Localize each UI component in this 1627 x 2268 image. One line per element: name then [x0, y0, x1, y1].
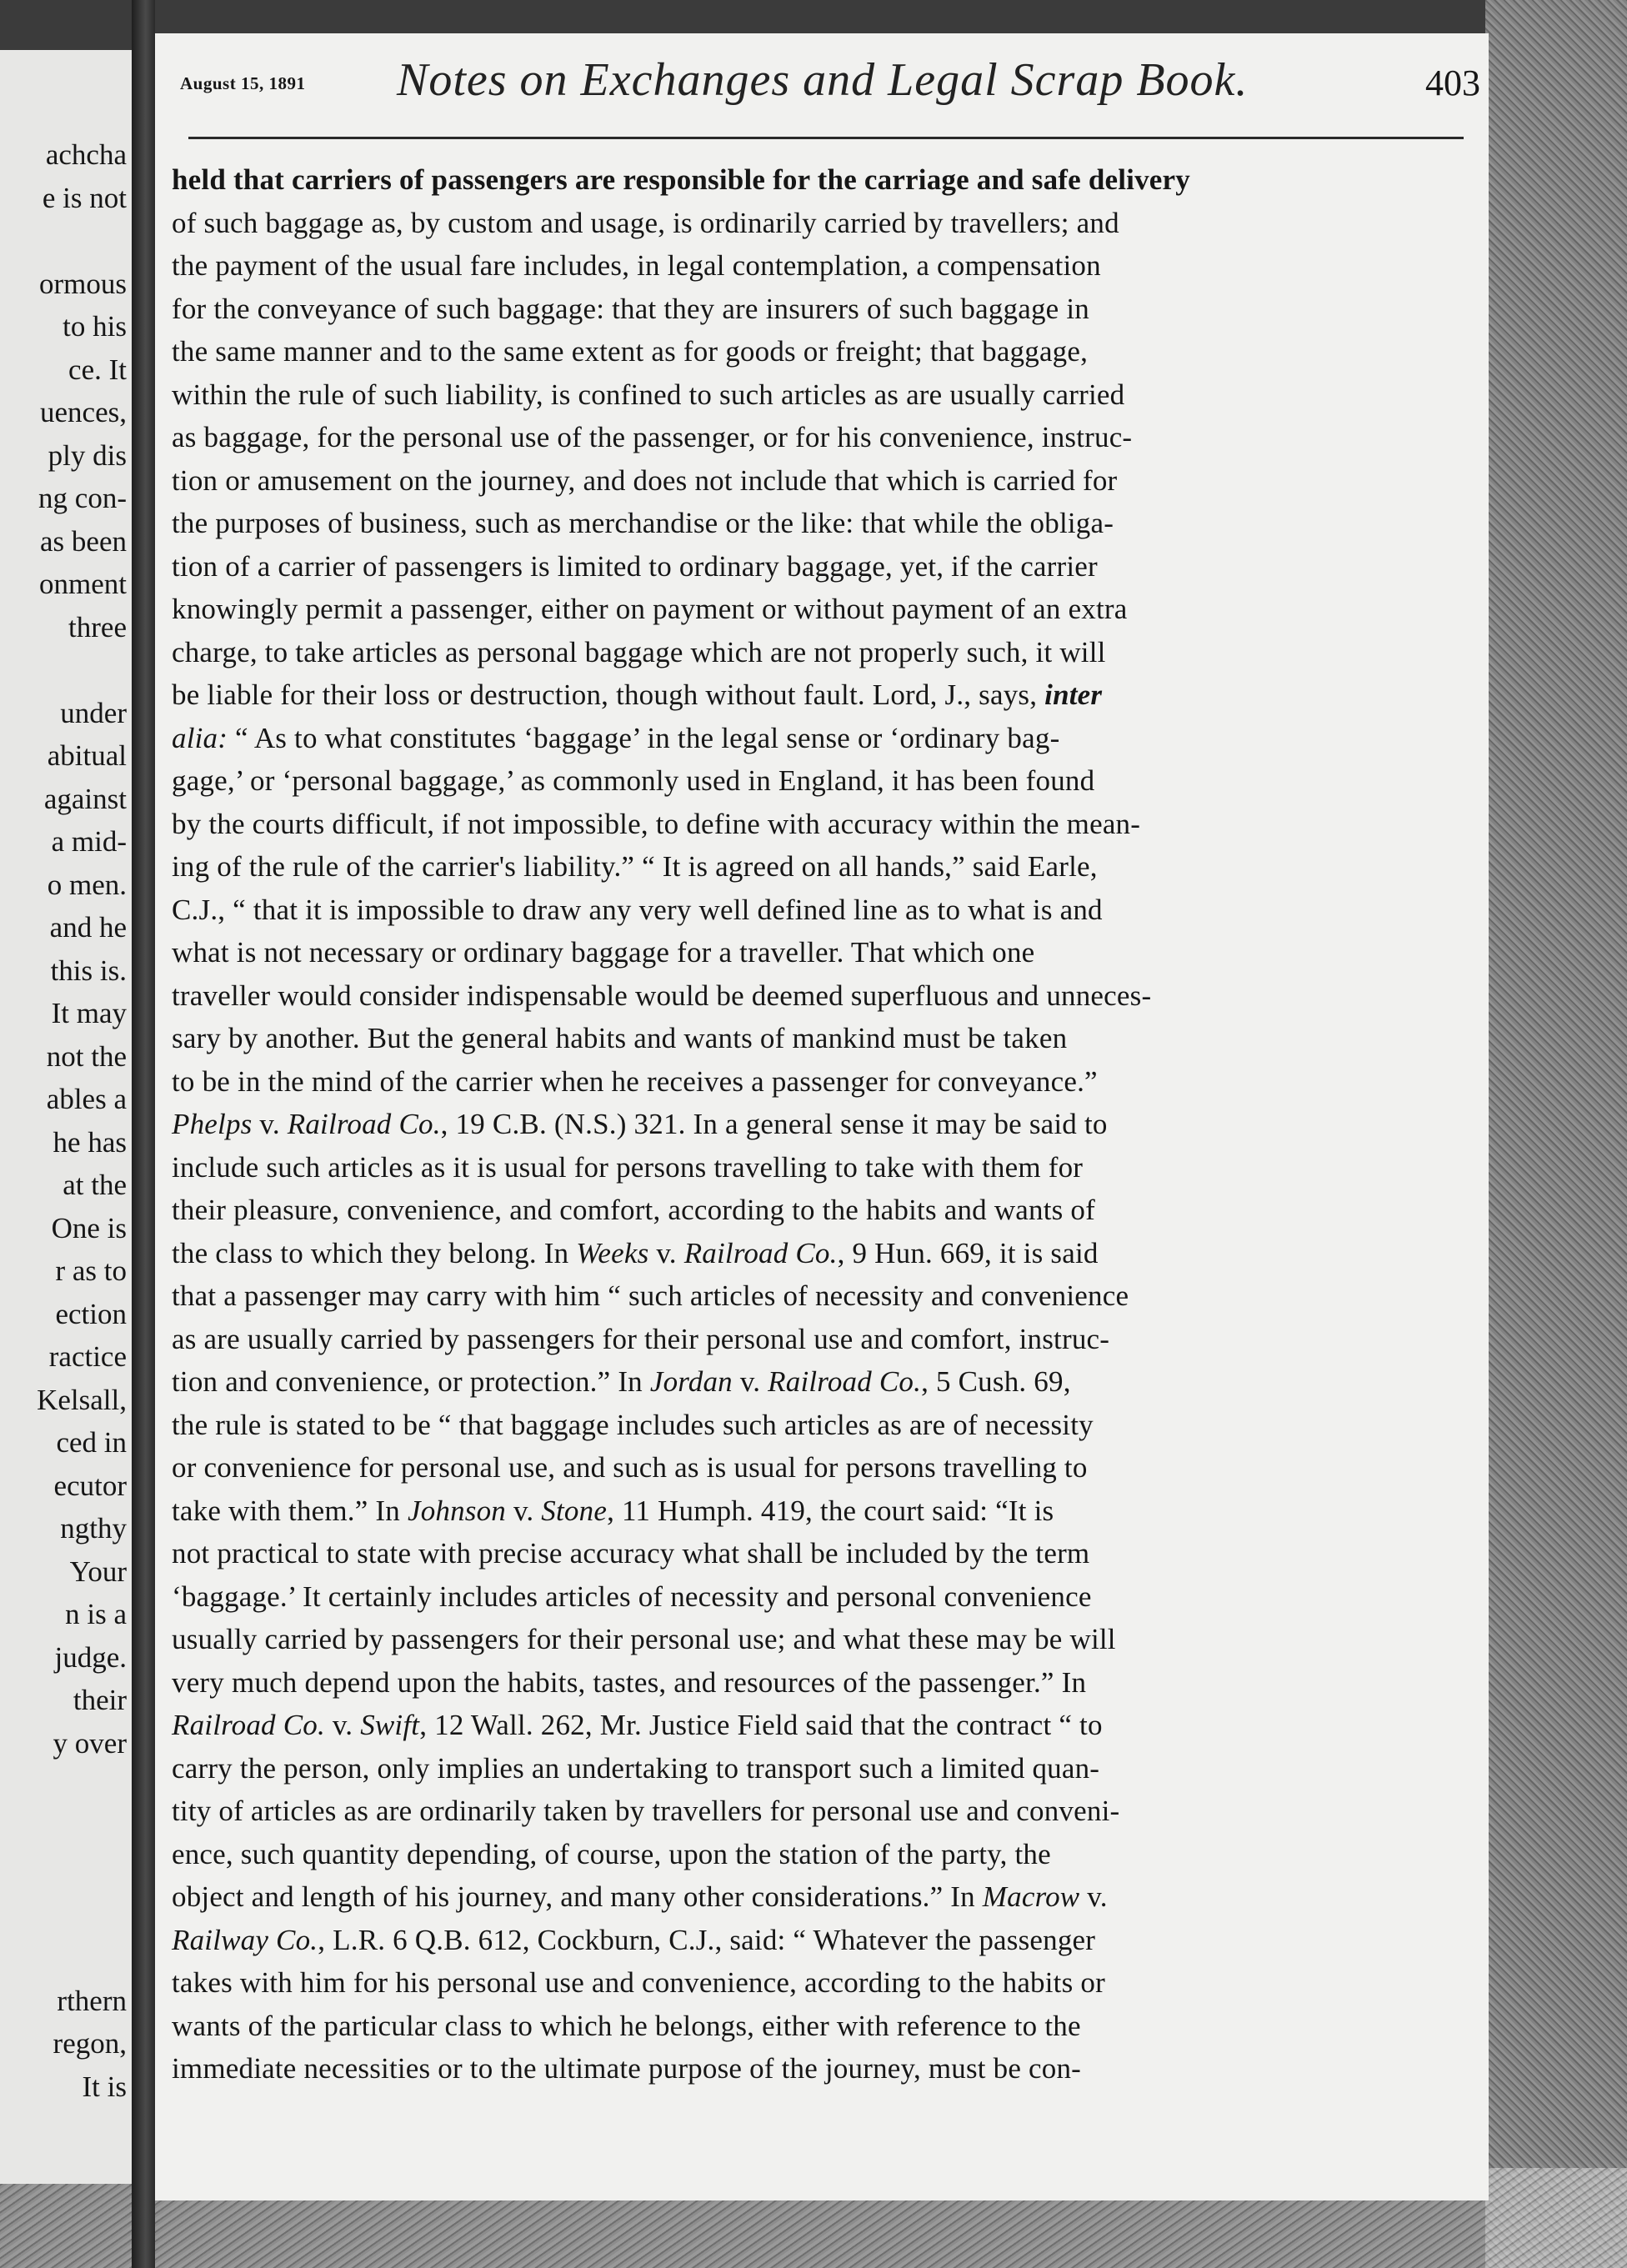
text-line	[172, 1446, 1470, 1489]
text-segment: for the conveyance of such baggage: that they are insurers of such baggage in	[172, 292, 1089, 325]
text-segment: ence, such quantity depending, of course, upon the station of the party, the	[172, 1837, 1051, 1870]
text-segment: charge, to take articles as personal baggage which are not properly such, it will	[172, 635, 1106, 668]
left-page-fragment: regon,	[53, 2027, 127, 2060]
text-line	[172, 1318, 1470, 1361]
text-line	[172, 1274, 1470, 1318]
left-page-fragment: onment	[39, 568, 127, 600]
text-segment: tion of a carrier of passengers is limited to ordinary baggage, yet, if the carrier	[172, 549, 1098, 583]
text-segment: the class to which they belong. In	[172, 1236, 577, 1269]
text-segment: tion or amusement on the journey, and does not include that which is carried for	[172, 463, 1118, 497]
text-segment: v.	[1079, 1880, 1108, 1913]
left-page-fragment: ngthy	[60, 1512, 127, 1545]
text-line	[172, 1489, 1470, 1533]
text-segment: gage,’ or ‘personal baggage,’ as commonly used in England, it has been found	[172, 764, 1095, 797]
left-page-fragment: abitual	[47, 739, 127, 772]
left-page-fragment: It is	[82, 2070, 127, 2103]
text-segment: , L.R. 6 Q.B. 612, Cockburn, C.J., said: “ Whatever the passenger	[318, 1923, 1096, 1956]
text-line	[172, 1532, 1470, 1575]
left-page-fragment: ractice	[48, 1340, 127, 1373]
text-segment: , 9 Hun. 669, it is said	[837, 1236, 1099, 1269]
text-segment: as are usually carried by passengers for their personal use and comfort, instruc-	[172, 1322, 1110, 1355]
left-page-fragment: One is	[51, 1211, 127, 1244]
text-segment: tity of articles as are ordinarily taken by travellers for personal use and conveni-	[172, 1795, 1120, 1827]
text-line	[172, 1404, 1470, 1447]
text-segment: tion and convenience, or protection.” In	[172, 1365, 650, 1398]
text-line	[172, 1232, 1470, 1275]
text-segment: object and length of his journey, and many other considerations.” In	[172, 1880, 983, 1913]
text-segment: Stone	[541, 1494, 608, 1527]
text-line	[172, 459, 1470, 503]
text-segment: v.	[252, 1108, 288, 1140]
header-date: August 15, 1891	[180, 73, 306, 93]
text-segment: , 19 C.B. (N.S.) 321. In a general sense it may be said to	[440, 1108, 1108, 1140]
left-page-fragment: at the	[63, 1169, 127, 1201]
left-page-fragment: as been	[40, 524, 127, 558]
text-segment: their pleasure, convenience, and comfort, according to the habits and wants of	[172, 1194, 1095, 1226]
scan-noise-right-edge	[1485, 0, 1627, 2268]
text-line	[172, 1017, 1470, 1060]
document-page	[155, 33, 1489, 2200]
text-line	[172, 202, 1470, 245]
text-line	[172, 330, 1470, 373]
text-segment: takes with him for his personal use and convenience, according to the habits or	[172, 1966, 1105, 1999]
text-segment: C.J., “ that it is impossible to draw any very well defined line as to what is and	[172, 893, 1103, 926]
text-segment: that a passenger may carry with him “ such articles of necessity and convenience	[172, 1279, 1129, 1312]
book-gutter	[132, 0, 155, 2268]
left-page-fragment: ply dis	[48, 438, 127, 472]
text-segment: Swift	[360, 1709, 420, 1741]
text-segment: to be in the mind of the carrier when he receives a passenger for conveyance.”	[172, 1064, 1098, 1098]
text-line	[172, 1060, 1470, 1104]
text-segment: Railway Co.	[172, 1923, 318, 1956]
text-segment: Macrow	[982, 1880, 1080, 1913]
text-segment: inter	[1044, 678, 1103, 711]
text-line	[172, 845, 1470, 889]
text-line	[172, 288, 1470, 331]
text-segment: the same manner and to the same extent as for goods or freight; that baggage,	[172, 335, 1089, 368]
text-line	[172, 1103, 1470, 1146]
left-page-fragment: rthern	[57, 1984, 127, 2017]
left-page-fragment: three	[68, 610, 127, 643]
text-line	[172, 1919, 1470, 1962]
text-line	[172, 673, 1470, 717]
left-page-fragment: against	[43, 782, 127, 815]
left-page-fragment: achcha	[45, 138, 127, 171]
running-title: Notes on Exchanges and Legal Scrap Book.	[397, 54, 1249, 106]
left-page-fragment: ection	[55, 1297, 127, 1330]
text-line	[172, 502, 1470, 545]
text-segment: ing of the rule of the carrier's liability.” “ It is agreed on all hands,” said Earle,	[172, 850, 1098, 883]
left-page-fragment: ormous	[39, 267, 127, 300]
text-line	[172, 2005, 1470, 2048]
text-segment: Railroad Co.	[768, 1365, 922, 1398]
text-segment: , 12 Wall. 262, Mr. Justice Field said that the contract “ to	[419, 1709, 1103, 1741]
text-line	[172, 2047, 1470, 2090]
left-page-sliver	[0, 50, 132, 2184]
left-page-fragment: Kelsall,	[37, 1383, 127, 1416]
left-page-fragment: a mid-	[51, 825, 127, 858]
text-line	[172, 1360, 1470, 1404]
text-segment: what is not necessary or ordinary baggage for a traveller. That which one	[172, 936, 1035, 969]
text-segment: by the courts difficult, if not impossible, to define with accuracy within the mean-	[172, 807, 1141, 840]
body-text	[172, 158, 1470, 2090]
text-segment: , 11 Humph. 419, the court said: “It is	[607, 1494, 1054, 1527]
text-segment: Railroad Co.	[172, 1709, 325, 1741]
text-segment: Railroad Co.	[287, 1108, 441, 1140]
left-page-fragment: o men.	[47, 868, 127, 901]
header-rule	[188, 137, 1464, 139]
left-page-fragment: this is.	[50, 954, 127, 987]
left-page-fragment: and he	[49, 911, 127, 944]
left-page-fragment: uences,	[40, 396, 127, 428]
text-segment: Weeks	[576, 1236, 649, 1269]
text-line	[172, 1747, 1470, 1790]
text-segment: or convenience for personal use, and such as is usual for persons travelling to	[172, 1451, 1088, 1484]
left-page-fragment: r as to	[55, 1254, 127, 1287]
text-segment: Jordan	[649, 1365, 733, 1398]
left-page-fragment: he has	[53, 1125, 127, 1159]
text-segment: as baggage, for the personal use of the passenger, or for his convenience, instruc-	[172, 421, 1133, 453]
text-segment: be liable for their loss or destruction, though without fault. Lord, J., says,	[172, 678, 1045, 711]
text-line	[172, 416, 1470, 459]
text-segment: of such baggage as, by custom and usage, is ordinarily carried by travellers; and	[172, 206, 1119, 239]
text-segment: the purposes of business, such as merchandise or the like: that while the obliga-	[172, 507, 1114, 539]
text-segment: wants of the particular class to which he belongs, either with reference to the	[172, 2009, 1081, 2042]
text-segment: sary by another. But the general habits and wants of mankind must be taken	[172, 1022, 1068, 1054]
text-line	[172, 1833, 1470, 1876]
text-segment: alia:	[172, 721, 228, 754]
text-segment: , 5 Cush. 69,	[921, 1365, 1071, 1398]
left-page-fragment: y over	[53, 1726, 127, 1760]
text-line	[172, 1875, 1470, 1919]
text-segment: Johnson	[407, 1494, 507, 1527]
text-line	[172, 588, 1470, 631]
text-segment: v.	[506, 1494, 542, 1527]
left-page-fragment: ce. It	[68, 353, 127, 386]
left-page-fragment: n is a	[65, 1598, 127, 1630]
left-page-fragment: It may	[51, 997, 127, 1029]
text-line	[172, 244, 1470, 288]
text-line	[172, 889, 1470, 932]
text-segment: traveller would consider indispensable would be deemed superfluous and unneces-	[172, 979, 1152, 1012]
text-line	[172, 1961, 1470, 2005]
text-segment: not practical to state with precise accuracy what shall be included by the term	[172, 1537, 1090, 1570]
left-page-fragment: e is not	[42, 181, 127, 214]
text-segment: “ As to what constitutes ‘baggage’ in the legal sense or ‘ordinary bag-	[228, 721, 1060, 754]
left-page-fragment: ced in	[56, 1426, 127, 1459]
text-line	[172, 158, 1470, 202]
text-line	[172, 803, 1470, 846]
text-line	[172, 931, 1470, 974]
text-segment: Phelps	[172, 1108, 253, 1140]
text-segment: take with them.” In	[172, 1494, 408, 1527]
text-line	[172, 717, 1470, 760]
text-line	[172, 1790, 1470, 1833]
text-line	[172, 1704, 1470, 1747]
text-segment: carry the person, only implies an undertaking to transport such a limited quan-	[172, 1751, 1100, 1785]
text-segment: v.	[648, 1236, 684, 1269]
text-line	[172, 759, 1470, 803]
text-line	[172, 373, 1470, 417]
left-page-fragment: ecutor	[53, 1469, 127, 1502]
text-segment: ‘baggage.’ It certainly includes articles of necessity and personal convenience	[172, 1580, 1092, 1613]
text-line	[172, 1146, 1470, 1189]
text-segment: held that carriers of passengers are responsible for the carriage and safe delivery	[172, 163, 1190, 196]
text-segment: usually carried by passengers for their personal use; and what these may be will	[172, 1623, 1116, 1655]
text-segment: Railroad Co.	[683, 1236, 838, 1269]
text-line	[172, 1575, 1470, 1619]
text-segment: immediate necessities or to the ultimate purpose of the journey, must be con-	[172, 2052, 1082, 2085]
left-page-fragment: ng con-	[38, 482, 127, 514]
text-segment: v.	[324, 1709, 361, 1741]
left-page-fragment: not the	[46, 1039, 127, 1073]
text-line	[172, 1618, 1470, 1661]
left-page-fragment: their	[73, 1684, 127, 1716]
page-number: 403	[1425, 63, 1480, 103]
text-line	[172, 974, 1470, 1018]
text-segment: within the rule of such liability, is confined to such articles as are usually carried	[172, 378, 1125, 411]
text-line	[172, 631, 1470, 674]
text-line	[172, 1661, 1470, 1705]
text-segment: v.	[732, 1365, 768, 1398]
left-page-fragment: ables a	[46, 1083, 127, 1115]
text-segment: very much depend upon the habits, tastes, and resources of the passenger.” In	[172, 1665, 1087, 1699]
text-line	[172, 545, 1470, 588]
left-page-fragment: to his	[63, 310, 127, 343]
text-segment: the payment of the usual fare includes, in legal contemplation, a compensation	[172, 249, 1101, 282]
left-page-fragment: under	[60, 696, 127, 729]
text-segment: include such articles as it is usual for persons travelling to take with them for	[172, 1150, 1084, 1184]
text-line	[172, 1189, 1470, 1232]
text-segment: knowingly permit a passenger, either on payment or without payment of an extra	[172, 593, 1128, 625]
left-page-fragment: Your	[69, 1555, 127, 1588]
text-segment: the rule is stated to be “ that baggage includes such articles as are of necessity	[172, 1408, 1094, 1441]
left-page-fragment: judge.	[54, 1640, 127, 1674]
